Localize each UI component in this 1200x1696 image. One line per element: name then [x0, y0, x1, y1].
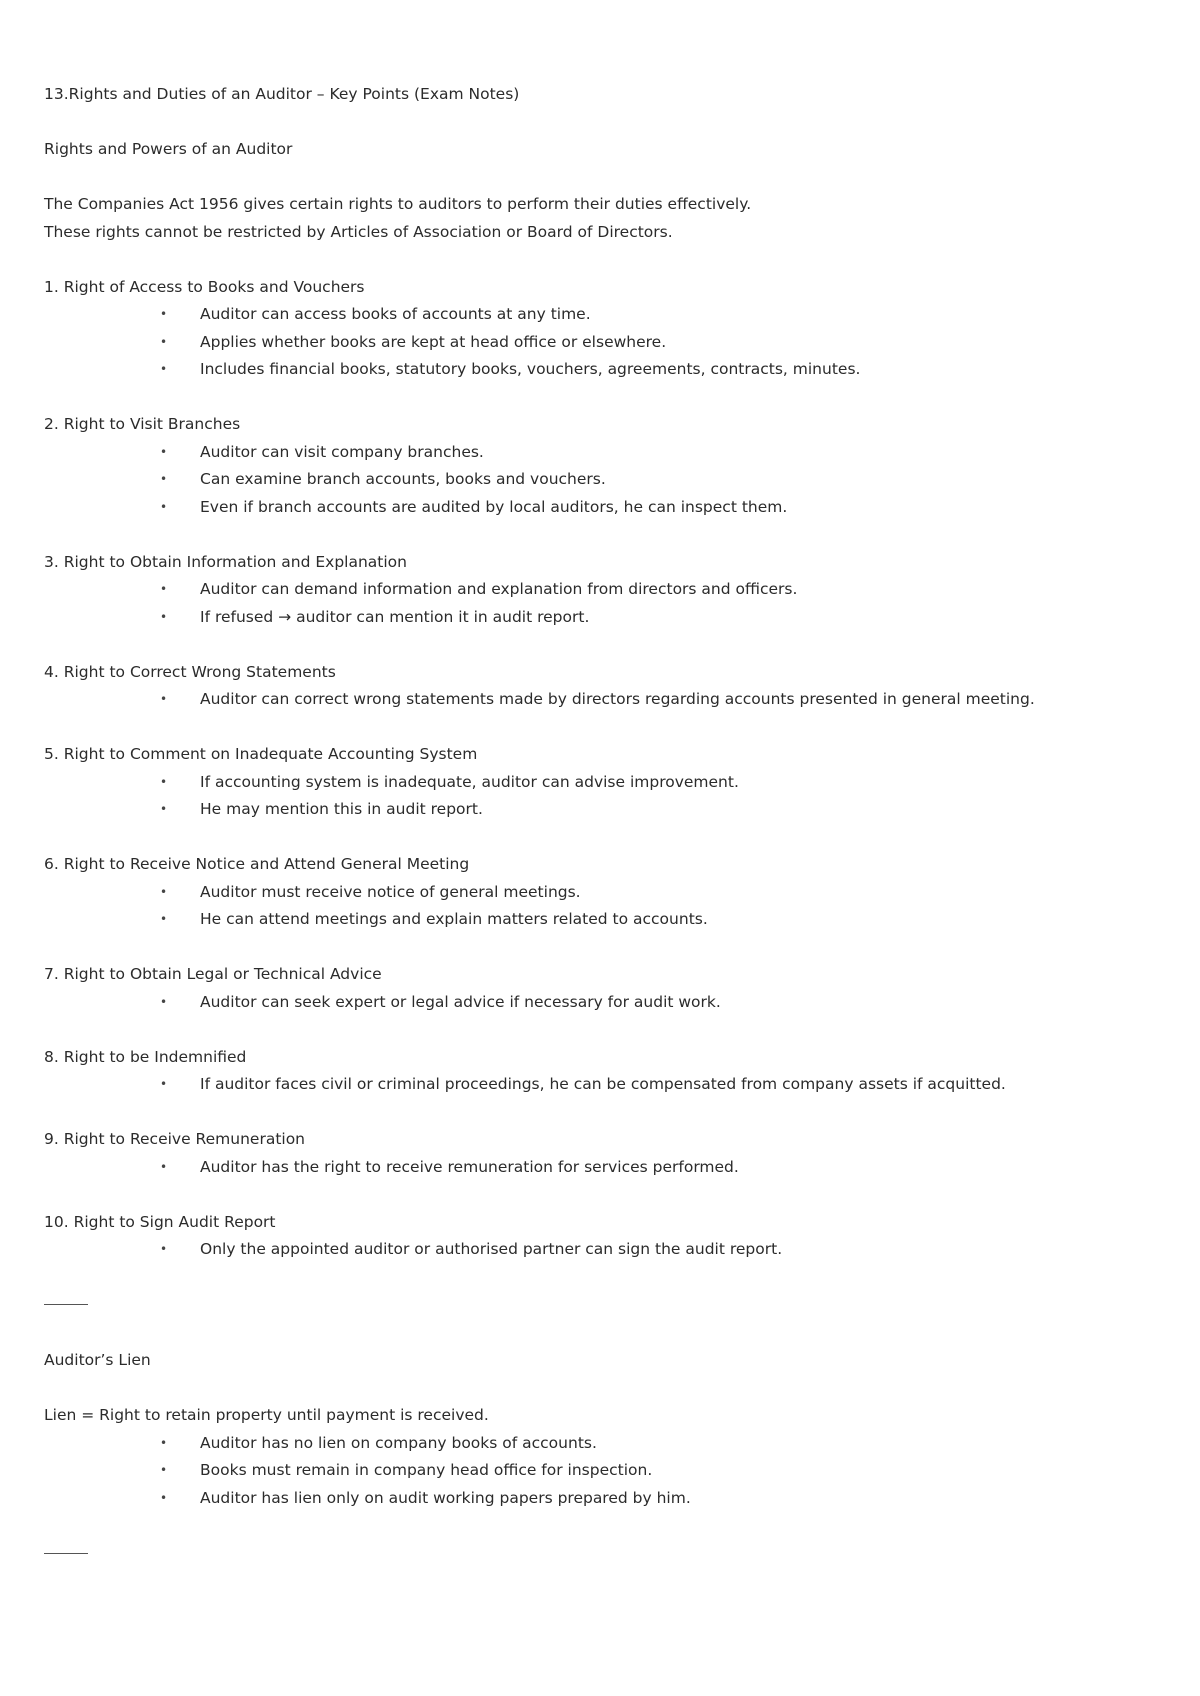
- spacer: [44, 631, 1156, 659]
- right-points-2: [44, 439, 1156, 522]
- right-heading-6: 6. Right to Receive Notice and Attend General Meeting: [44, 855, 470, 873]
- right-points-4: [44, 686, 1156, 714]
- right-heading-5: 5. Right to Comment on Inadequate Accounting System: [44, 745, 478, 763]
- list-item-text: Includes financial books, statutory books, vouchers, agreements, contracts, minutes.: [200, 360, 861, 378]
- right-heading-8: 8. Right to be Indemnified: [44, 1047, 247, 1066]
- lien-definition: Lien = Right to retain property until payment is received.: [44, 1406, 489, 1424]
- list-item-text: Books must remain in company head office for inspection.: [200, 1461, 653, 1479]
- right-heading-7: 7. Right to Obtain Legal or Technical Advice: [44, 965, 382, 983]
- list-item: [44, 1071, 1156, 1099]
- right-points-1: [44, 301, 1156, 384]
- right-heading-2: 2. Right to Visit Branches: [44, 415, 241, 433]
- list-item: [44, 329, 1156, 357]
- spacer: [44, 1099, 1156, 1127]
- list-item-text: Auditor has the right to receive remuneration for services performed.: [200, 1157, 739, 1176]
- list-item-text: Can examine branch accounts, books and vouchers.: [200, 470, 606, 488]
- list-item-text: Auditor has lien only on audit working papers prepared by him.: [200, 1488, 691, 1507]
- spacer: [44, 934, 1156, 962]
- bullet-icon: •: [160, 912, 168, 926]
- document-title: 13.Rights and Duties of an Auditor – Key Points (Exam Notes): [44, 85, 520, 103]
- list-item-text: Auditor can seek expert or legal advice if necessary for audit work.: [200, 992, 721, 1011]
- list-item: [44, 1236, 1156, 1264]
- list-item-text: Auditor can visit company branches.: [200, 442, 484, 461]
- list-item-text: Auditor must receive notice of general meetings.: [200, 882, 581, 901]
- right-points-5: [44, 769, 1156, 824]
- spacer: [44, 109, 1156, 137]
- bullet-icon: •: [160, 609, 168, 624]
- list-item: [44, 439, 1156, 467]
- lien-heading: Auditor’s Lien: [44, 1351, 151, 1369]
- right-points-9: [44, 1154, 1156, 1182]
- right-heading-9: 9. Right to Receive Remuneration: [44, 1130, 306, 1148]
- list-item: [44, 906, 1156, 934]
- list-item-text: If auditor faces civil or criminal proceedings, he can be compensated from company assets if acquitted.: [200, 1075, 1006, 1093]
- bullet-icon: •: [160, 472, 168, 486]
- bullet-icon: •: [160, 802, 168, 816]
- bullet-icon: •: [160, 884, 168, 899]
- list-item-text: Auditor can access books of accounts at any time.: [200, 305, 591, 323]
- spacer: [44, 1181, 1156, 1209]
- list-item: [44, 604, 1156, 632]
- bullet-icon: •: [160, 362, 168, 376]
- section-divider: [44, 1304, 88, 1305]
- list-item: [44, 494, 1156, 522]
- right-heading-1: 1. Right of Access to Books and Vouchers: [44, 277, 365, 296]
- list-item-text: He can attend meetings and explain matters related to accounts.: [200, 910, 708, 928]
- right-heading-3: 3. Right to Obtain Information and Explanation: [44, 552, 407, 571]
- list-item-text: Even if branch accounts are audited by local auditors, he can inspect them.: [200, 497, 788, 516]
- list-item: [44, 301, 1156, 329]
- right-heading-4: 4. Right to Correct Wrong Statements: [44, 662, 336, 681]
- bullet-icon: •: [160, 444, 168, 459]
- list-item: [44, 576, 1156, 604]
- lien-points: [44, 1430, 1156, 1513]
- list-item: [44, 989, 1156, 1017]
- spacer: [44, 714, 1156, 742]
- intro-paragraph-2: These rights cannot be restricted by Articles of Association or Board of Directors.: [44, 222, 673, 241]
- spacer: [44, 1512, 1156, 1540]
- spacer: [44, 1016, 1156, 1044]
- spacer: [44, 384, 1156, 412]
- spacer: [44, 824, 1156, 852]
- right-heading-10: 10. Right to Sign Audit Report: [44, 1212, 276, 1231]
- list-item: [44, 1457, 1156, 1485]
- bullet-icon: •: [160, 582, 168, 596]
- list-item-text: Applies whether books are kept at head office or elsewhere.: [200, 332, 667, 351]
- right-points-7: [44, 989, 1156, 1017]
- list-item: [44, 466, 1156, 494]
- spacer: [44, 1375, 1156, 1403]
- list-item-text: If refused → auditor can mention it in audit report.: [200, 607, 590, 626]
- section-heading: Rights and Powers of an Auditor: [44, 140, 293, 158]
- spacer: [44, 521, 1156, 549]
- section-divider: [44, 1553, 88, 1554]
- list-item: [44, 1154, 1156, 1182]
- bullet-icon: •: [160, 307, 168, 321]
- bullet-icon: •: [160, 692, 168, 706]
- list-item: [44, 796, 1156, 824]
- intro-paragraph-1: The Companies Act 1956 gives certain rights to auditors to perform their duties effectively.: [44, 195, 752, 213]
- bullet-icon: •: [160, 1490, 168, 1505]
- bullet-icon: •: [160, 1077, 168, 1091]
- bullet-icon: •: [160, 1242, 168, 1256]
- spacer: [44, 246, 1156, 274]
- list-item: [44, 879, 1156, 907]
- list-item: [44, 1430, 1156, 1458]
- bullet-icon: •: [160, 1159, 168, 1174]
- list-item: [44, 686, 1156, 714]
- bullet-icon: •: [160, 499, 168, 514]
- list-item: [44, 1485, 1156, 1513]
- bullet-icon: •: [160, 994, 168, 1009]
- bullet-icon: •: [160, 774, 168, 789]
- bullet-icon: •: [160, 1463, 168, 1477]
- list-item-text: He may mention this in audit report.: [200, 800, 483, 818]
- spacer: [44, 164, 1156, 192]
- list-item-text: Auditor can demand information and explanation from directors and officers.: [200, 580, 798, 598]
- right-points-10: [44, 1236, 1156, 1264]
- list-item: [44, 356, 1156, 384]
- spacer: [44, 1264, 1156, 1292]
- spacer: [44, 1320, 1156, 1348]
- list-item-text: Auditor has no lien on company books of accounts.: [200, 1433, 597, 1452]
- right-points-3: [44, 576, 1156, 631]
- list-item: [44, 769, 1156, 797]
- bullet-icon: •: [160, 334, 168, 349]
- list-item-text: Auditor can correct wrong statements made by directors regarding accounts presented in general meeting.: [200, 690, 1035, 708]
- bullet-icon: •: [160, 1435, 168, 1450]
- list-item-text: Only the appointed auditor or authorised partner can sign the audit report.: [200, 1240, 783, 1258]
- right-points-6: [44, 879, 1156, 934]
- right-points-8: [44, 1071, 1156, 1099]
- list-item-text: If accounting system is inadequate, auditor can advise improvement.: [200, 772, 739, 791]
